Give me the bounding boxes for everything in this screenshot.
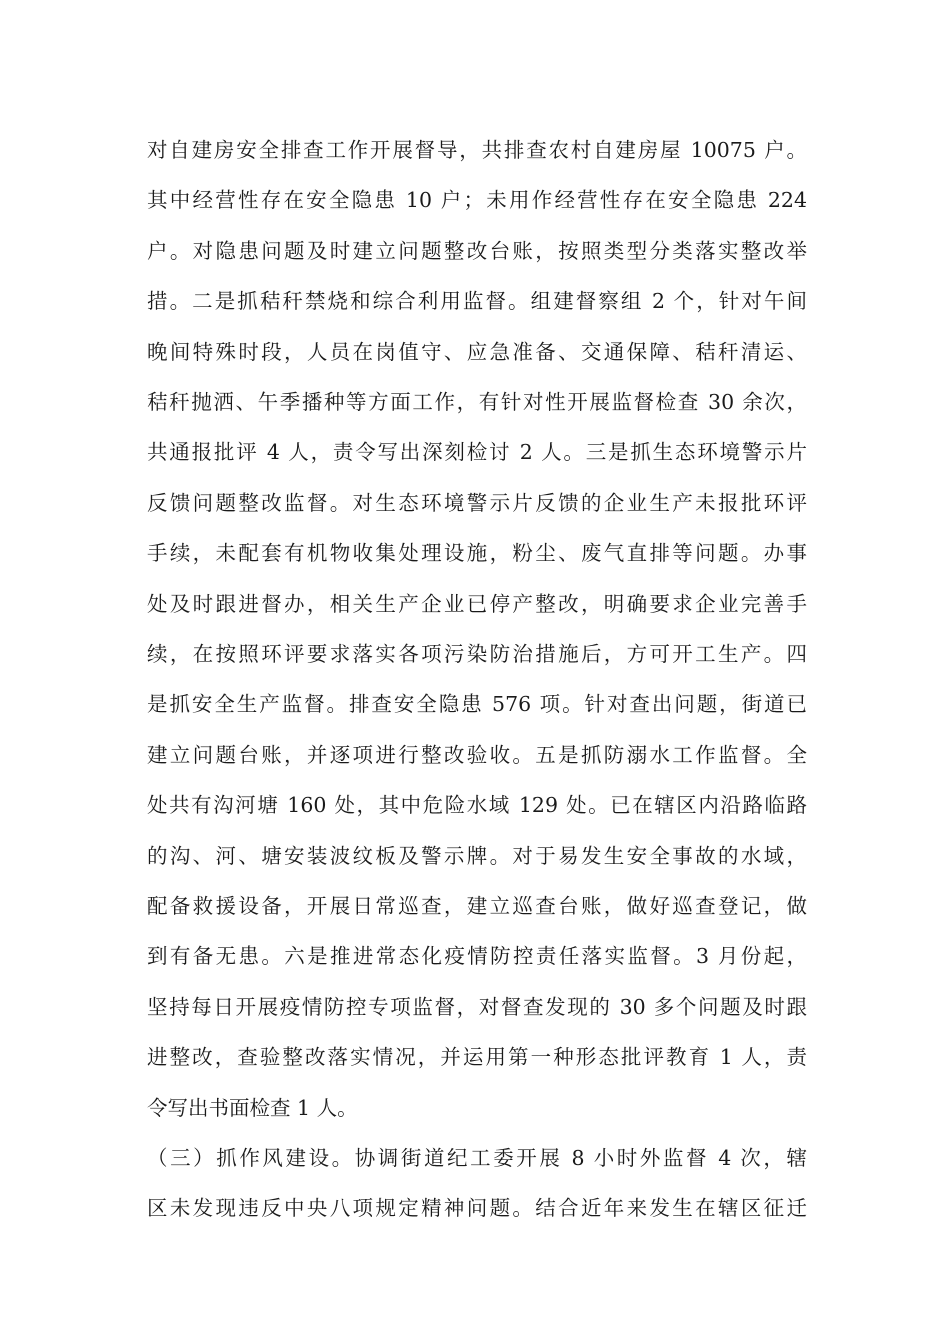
paragraph-line: 区未发现违反中央八项规定精神问题。结合近年来发生在辖区征迁	[147, 1196, 807, 1220]
paragraph-line: 坚持每日开展疫情防控专项监督，对督查发现的 30 多个问题及时跟	[147, 995, 807, 1019]
paragraph-line: 处共有沟河塘 160 处，其中危险水域 129 处。已在辖区内沿路临路	[147, 793, 807, 817]
paragraph-line: 秸秆抛洒、午季播种等方面工作，有针对性开展监督检查 30 余次，	[147, 390, 807, 414]
paragraph-line: 建立问题台账，并逐项进行整改验收。五是抓防溺水工作监督。全	[147, 743, 807, 767]
paragraph-line: （三）抓作风建设。协调街道纪工委开展 8 小时外监督 4 次，辖	[147, 1146, 807, 1170]
paragraph-line: 其中经营性存在安全隐患 10 户；未用作经营性存在安全隐患 224	[147, 188, 807, 212]
paragraph-line: 到有备无患。六是推进常态化疫情防控责任落实监督。3 月份起，	[147, 944, 807, 968]
paragraph-line: 的沟、河、塘安装波纹板及警示牌。对于易发生安全事故的水域，	[147, 844, 807, 868]
paragraph-line: 配备救援设备，开展日常巡查，建立巡查台账，做好巡查登记，做	[147, 894, 807, 918]
paragraph-line: 令写出书面检查 1 人。	[147, 1096, 358, 1120]
paragraph-line: 手续，未配套有机物收集处理设施，粉尘、废气直排等问题。办事	[147, 541, 807, 565]
paragraph-line: 进整改，查验整改落实情况，并运用第一种形态批评教育 1 人，责	[147, 1045, 807, 1069]
paragraph-line: 措。二是抓秸秆禁烧和综合利用监督。组建督察组 2 个，针对午间	[147, 289, 807, 313]
paragraph-line: 反馈问题整改监督。对生态环境警示片反馈的企业生产未报批环评	[147, 491, 807, 515]
paragraph-line: 对自建房安全排查工作开展督导，共排查农村自建房屋 10075 户。	[147, 138, 807, 162]
paragraph-line: 户。对隐患问题及时建立问题整改台账，按照类型分类落实整改举	[147, 239, 807, 263]
paragraph-line: 是抓安全生产监督。排查安全隐患 576 项。针对查出问题，街道已	[147, 692, 807, 716]
paragraph-line: 晚间特殊时段，人员在岗值守、应急准备、交通保障、秸秆清运、	[147, 340, 807, 364]
paragraph-line: 共通报批评 4 人，责令写出深刻检讨 2 人。三是抓生态环境警示片	[147, 440, 807, 464]
paragraph-line: 续，在按照环评要求落实各项污染防治措施后，方可开工生产。四	[147, 642, 807, 666]
paragraph-line: 处及时跟进督办，相关生产企业已停产整改，明确要求企业完善手	[147, 592, 807, 616]
